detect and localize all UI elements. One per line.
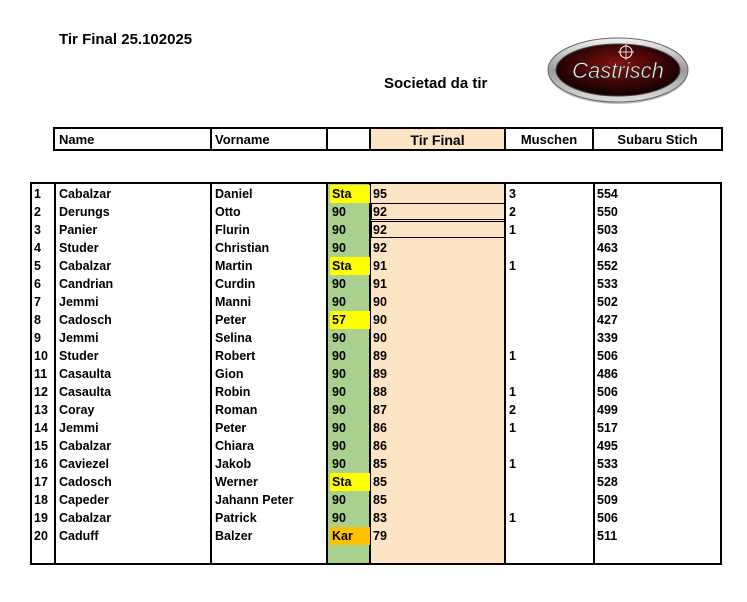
tir-final-cell: 83 — [373, 511, 387, 525]
table-row — [32, 239, 720, 257]
table-row — [32, 347, 720, 365]
muschen-cell: 1 — [509, 457, 516, 471]
category-cell: 90 — [332, 511, 346, 525]
muschen-cell: 1 — [509, 259, 516, 273]
tir-final-cell: 92 — [373, 241, 387, 255]
subaru-cell: 502 — [597, 295, 618, 309]
tir-final-cell: 89 — [373, 367, 387, 381]
category-cell: Sta — [330, 185, 370, 203]
subaru-cell: 550 — [597, 205, 618, 219]
rank-cell: 6 — [34, 277, 41, 291]
subaru-cell: 506 — [597, 385, 618, 399]
header-subaru: Subaru Stich — [592, 129, 723, 149]
name-cell: Cabalzar — [59, 511, 112, 525]
muschen-cell: 2 — [509, 205, 516, 219]
name-cell: Cadosch — [59, 313, 112, 327]
category-cell: 90 — [332, 277, 346, 291]
vorname-cell: Robert — [215, 349, 256, 363]
tir-final-cell: 90 — [373, 313, 387, 327]
table-row — [32, 185, 720, 203]
vorname-cell: Roman — [215, 403, 258, 417]
subaru-cell: 506 — [597, 511, 618, 525]
table-row — [32, 275, 720, 293]
castrisch-logo — [546, 34, 690, 106]
name-cell: Jemmi — [59, 295, 99, 309]
category-cell: 90 — [332, 205, 346, 219]
name-cell: Caviezel — [59, 457, 110, 471]
table-row — [32, 365, 720, 383]
tir-final-cell: 85 — [373, 457, 387, 471]
muschen-cell: 1 — [509, 385, 516, 399]
category-cell: 90 — [332, 349, 346, 363]
category-cell: 90 — [332, 421, 346, 435]
name-cell: Casaulta — [59, 385, 112, 399]
muschen-cell: 2 — [509, 403, 516, 417]
tir-final-cell: 85 — [373, 475, 387, 489]
name-cell: Capeder — [59, 493, 110, 507]
subaru-cell: 517 — [597, 421, 618, 435]
subaru-cell: 533 — [597, 457, 618, 471]
rank-cell: 13 — [34, 403, 48, 417]
vorname-cell: Werner — [215, 475, 258, 489]
rank-cell: 2 — [34, 205, 41, 219]
vorname-cell: Martin — [215, 259, 253, 273]
category-cell: 90 — [332, 295, 346, 309]
rank-cell: 4 — [34, 241, 41, 255]
rank-cell: 12 — [34, 385, 48, 399]
subaru-cell: 528 — [597, 475, 618, 489]
tir-final-cell: 91 — [373, 277, 387, 291]
vorname-cell: Robin — [215, 385, 251, 399]
rank-cell: 14 — [34, 421, 48, 435]
vorname-cell: Christian — [215, 241, 270, 255]
rank-cell: 16 — [34, 457, 48, 471]
table-row — [32, 527, 720, 545]
subaru-cell: 554 — [597, 187, 618, 201]
tir-final-cell: 87 — [373, 403, 387, 417]
rank-cell: 17 — [34, 475, 48, 489]
vorname-cell: Daniel — [215, 187, 253, 201]
tir-final-cell: 92 — [373, 205, 387, 219]
table-row — [32, 437, 720, 455]
vorname-cell: Otto — [215, 205, 241, 219]
category-cell: 57 — [330, 311, 370, 329]
vorname-cell: Manni — [215, 295, 252, 309]
rank-cell: 19 — [34, 511, 48, 525]
subaru-cell: 552 — [597, 259, 618, 273]
vorname-cell: Balzer — [215, 529, 253, 543]
subaru-cell: 503 — [597, 223, 618, 237]
rank-cell: 1 — [34, 187, 41, 201]
category-cell: 90 — [332, 403, 346, 417]
name-cell: Jemmi — [59, 421, 99, 435]
category-cell: 90 — [332, 367, 346, 381]
tir-final-cell: 95 — [373, 187, 387, 201]
rank-cell: 10 — [34, 349, 48, 363]
name-cell: Panier — [59, 223, 98, 237]
muschen-cell: 1 — [509, 511, 516, 525]
header-muschen: Muschen — [504, 129, 592, 149]
name-cell: Candrian — [59, 277, 114, 291]
tir-final-cell: 86 — [373, 439, 387, 453]
category-cell: Kar — [330, 527, 370, 545]
page-subtitle: Societad da tir — [384, 75, 488, 92]
table-row — [32, 293, 720, 311]
subaru-cell: 499 — [597, 403, 618, 417]
vorname-cell: Patrick — [215, 511, 257, 525]
tir-final-cell: 90 — [373, 295, 387, 309]
rank-cell: 8 — [34, 313, 41, 327]
results-table — [30, 182, 722, 565]
name-cell: Cadosch — [59, 475, 112, 489]
name-cell: Cabalzar — [59, 259, 112, 273]
subaru-cell: 533 — [597, 277, 618, 291]
table-row — [32, 311, 720, 329]
tir-final-cell: 79 — [373, 529, 387, 543]
table-header — [53, 127, 723, 151]
table-row — [32, 455, 720, 473]
table-row — [32, 491, 720, 509]
subaru-cell: 463 — [597, 241, 618, 255]
muschen-cell: 1 — [509, 223, 516, 237]
table-row — [32, 473, 720, 491]
vorname-cell: Chiara — [215, 439, 254, 453]
tir-final-cell: 86 — [373, 421, 387, 435]
name-cell: Cabalzar — [59, 187, 112, 201]
header-vorname: Vorname — [210, 129, 326, 149]
page-title: Tir Final 25.102025 — [59, 31, 193, 48]
category-cell: 90 — [332, 223, 346, 237]
table-row — [32, 329, 720, 347]
tir-final-cell: 91 — [373, 259, 387, 273]
subaru-cell: 486 — [597, 367, 618, 381]
table-row — [32, 203, 720, 221]
muschen-cell: 1 — [509, 349, 516, 363]
name-cell: Cabalzar — [59, 439, 112, 453]
subaru-cell: 339 — [597, 331, 618, 345]
category-cell: 90 — [332, 493, 346, 507]
name-cell: Jemmi — [59, 331, 99, 345]
rank-cell: 15 — [34, 439, 48, 453]
tir-final-cell: 85 — [373, 493, 387, 507]
logo-text: Castrisch — [572, 58, 664, 83]
vorname-cell: Peter — [215, 421, 247, 435]
rank-cell: 20 — [34, 529, 48, 543]
table-row — [32, 257, 720, 275]
subaru-cell: 511 — [597, 529, 618, 543]
table-row — [32, 509, 720, 527]
subaru-cell: 495 — [597, 439, 618, 453]
category-cell: 90 — [332, 457, 346, 471]
name-cell: Studer — [59, 349, 99, 363]
rank-cell: 7 — [34, 295, 41, 309]
subaru-cell: 427 — [597, 313, 618, 327]
tir-final-cell: 89 — [373, 349, 387, 363]
tir-final-cell: 90 — [373, 331, 387, 345]
rank-cell: 9 — [34, 331, 41, 345]
rank-cell: 3 — [34, 223, 41, 237]
muschen-cell: 1 — [509, 421, 516, 435]
table-row — [32, 383, 720, 401]
name-cell: Caduff — [59, 529, 99, 543]
rank-cell: 11 — [34, 367, 48, 381]
vorname-cell: Peter — [215, 313, 247, 327]
vorname-cell: Selina — [215, 331, 252, 345]
vorname-cell: Jahann Peter — [215, 493, 294, 507]
table-row — [32, 401, 720, 419]
tir-final-cell: 88 — [373, 385, 387, 399]
category-cell: Sta — [330, 257, 370, 275]
muschen-cell: 3 — [509, 187, 516, 201]
rank-cell: 5 — [34, 259, 41, 273]
vorname-cell: Curdin — [215, 277, 256, 291]
category-cell: 90 — [332, 331, 346, 345]
subaru-cell: 509 — [597, 493, 618, 507]
name-cell: Studer — [59, 241, 99, 255]
vorname-cell: Gion — [215, 367, 244, 381]
rank-cell: 18 — [34, 493, 48, 507]
vorname-cell: Flurin — [215, 223, 250, 237]
category-cell: 90 — [332, 385, 346, 399]
category-cell: 90 — [332, 439, 346, 453]
header-category — [326, 129, 369, 149]
vorname-cell: Jakob — [215, 457, 252, 471]
tir-final-cell: 92 — [373, 223, 387, 237]
category-cell: Sta — [330, 473, 370, 491]
category-cell: 90 — [332, 241, 346, 255]
name-cell: Derungs — [59, 205, 110, 219]
name-cell: Coray — [59, 403, 95, 417]
table-row — [32, 221, 720, 239]
table-row — [32, 419, 720, 437]
header-tir-final: Tir Final — [369, 129, 504, 149]
name-cell: Casaulta — [59, 367, 112, 381]
subaru-cell: 506 — [597, 349, 618, 363]
header-name: Name — [53, 129, 210, 149]
